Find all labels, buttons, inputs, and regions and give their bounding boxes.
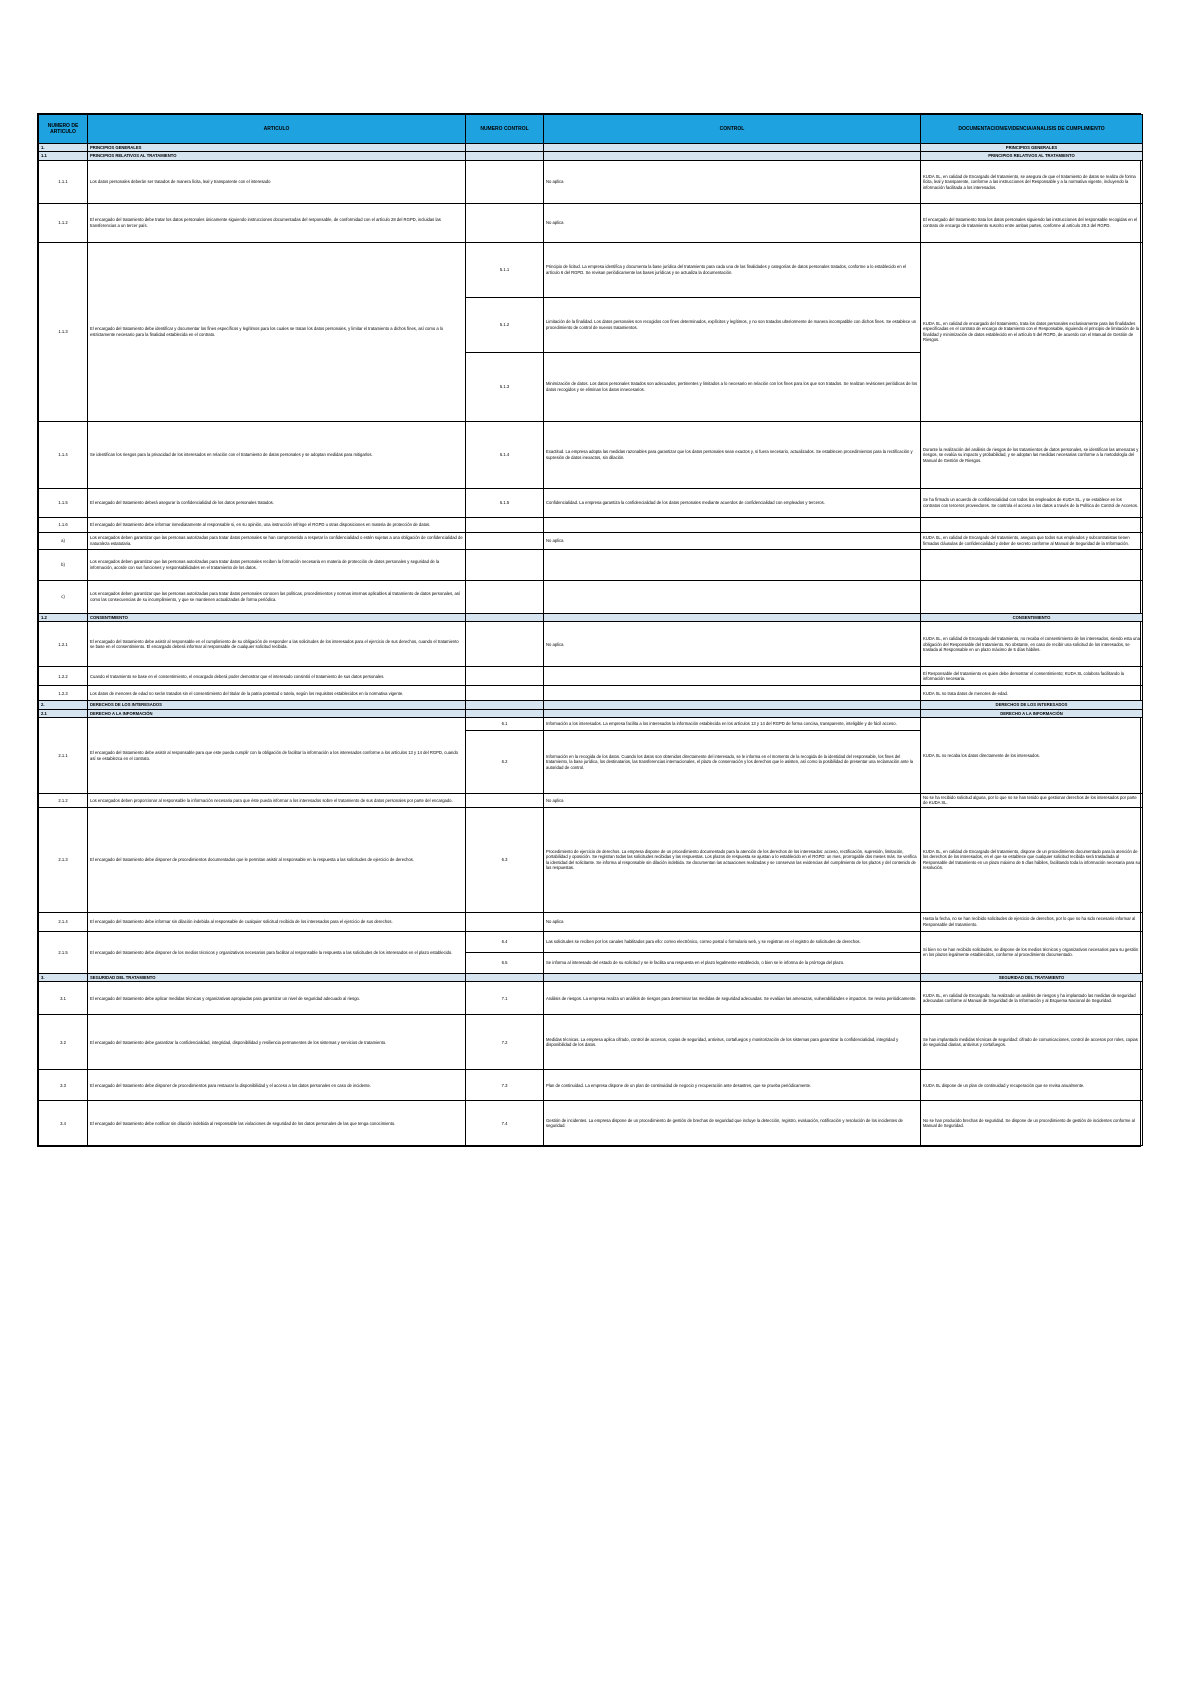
control-text: Información en la recogida de los datos. Cuando los datos son obtenidos directamente del interesado, se le informa en el momento de la recogida de la identidad del responsable, los fines del tratamiento, la base jurídica, los destinatarios, las transferencias internacionales, el plazo de conservación y los derechos que le asisten, así como la posibilidad de presentar una reclamación ante la autoridad de control.: [544, 731, 921, 794]
table-row: [39, 794, 1143, 808]
control-text: No aplica: [544, 203, 921, 242]
control-number: [466, 667, 544, 686]
control-number: [466, 622, 544, 667]
evidence-text: No se ha recibido solicitud alguna, por lo que no se han tenido que gestionar derechos de los interesados por parte de KUDA SL.: [921, 794, 1143, 808]
table-row: [39, 242, 1143, 297]
evidence-text: Se han implantado medidas técnicas de seguridad: cifrado de comunicaciones, control de accesos por roles, copias de seguridad diarias, antivirus y cortafuegos.: [921, 1015, 1143, 1070]
section-evidence-title: PRINCIPIOS RELATIVOS AL TRATAMIENTO: [921, 152, 1143, 160]
article-number: b): [39, 549, 88, 580]
article-number: 1.2.3: [39, 686, 88, 701]
article-number: 2.1.1: [39, 718, 88, 794]
section-number: 2.: [39, 701, 88, 709]
col-header-evidence: DOCUMENTACION/EVIDENCIA/ANALISIS DE CUMPLIMIENTO: [921, 115, 1143, 144]
article-text: El encargado del tratamiento debe informar sin dilación indebida al responsable de cualquier solicitud recibida de los interesados para el ejercicio de sus derechos.: [88, 912, 466, 931]
control-number: 6.4: [466, 931, 544, 952]
table-row: [39, 982, 1143, 1015]
table-body: [39, 144, 1143, 1146]
evidence-text: El Responsable del tratamiento es quien debe demostrar el consentimiento; KUDA SL colabora facilitando la información necesaria.: [921, 667, 1143, 686]
evidence-text: KUDA SL no trata datos de menores de edad.: [921, 686, 1143, 701]
article-number: 1.1.3: [39, 242, 88, 421]
control-number: 5.1.4: [466, 421, 544, 488]
control-number: [466, 912, 544, 931]
article-text: Los encargados deben proporcionar al responsable la información necesaria para que éste pueda informar a los interesados sobre el tratamiento de sus datos personales por parte del encargado.: [88, 794, 466, 808]
control-text: No aplica: [544, 532, 921, 549]
article-number: 2.1.2: [39, 794, 88, 808]
section-control-number: [466, 701, 544, 709]
evidence-text: No se han producido brechas de seguridad. Se dispone de un procedimiento de gestión de incidentes conforme al Manual de Seguridad.: [921, 1101, 1143, 1146]
article-number: 2.1.5: [39, 931, 88, 973]
article-text: Los encargados deben garantizar que las personas autorizadas para tratar datos personales conocen las políticas, procedimientos y normas internas aplicables al tratamiento de datos personales, así como las consecuencias de su incumplimiento, y que se mantienen actualizadas de forma periódica.: [88, 580, 466, 613]
article-text: El encargado del tratamiento debe aplicar medidas técnicas y organizativas apropiadas para garantizar un nivel de seguridad adecuado al riesgo.: [88, 982, 466, 1015]
evidence-text: El encargado del tratamiento trata los datos personales siguiendo las instrucciones del responsable recogidas en el contrato de encargo de tratamiento suscrito entre ambas partes, conforme al artículo 28.3 del RGPD.: [921, 203, 1143, 242]
control-number: 6.5: [466, 952, 544, 973]
table-row: [39, 549, 1143, 580]
section-number: 1.2: [39, 613, 88, 621]
control-number: 7.2: [466, 1015, 544, 1070]
control-text: Minimización de datos. Los datos personales tratados son adecuados, pertinentes y limitados a lo necesario en relación con los fines para los que son tratados. Se realizan revisiones periódicas de los datos recogidos y se eliminan los datos innecesarios.: [544, 352, 921, 421]
article-number: 1.1.2: [39, 203, 88, 242]
control-number: 5.1.3: [466, 352, 544, 421]
control-number: 7.4: [466, 1101, 544, 1146]
article-number: 3.3: [39, 1070, 88, 1101]
section-number: 1.: [39, 144, 88, 152]
section-title: DERECHOS DE LOS INTERESADOS: [88, 701, 466, 709]
section-row: [39, 701, 1143, 709]
control-number: 5.1.1: [466, 242, 544, 297]
control-text: No aplica: [544, 912, 921, 931]
header-row: [39, 115, 1143, 144]
control-text: [544, 580, 921, 613]
article-text: El encargado del tratamiento debe disponer de los medios técnicos y organizativos necesarios para facilitar al responsable la respuesta a las solicitudes de los interesados en el plazo establecido.: [88, 931, 466, 973]
evidence-text: KUDA SL, en calidad de Encargado del tratamiento, dispone de un procedimiento documentado para la atención de los derechos de los interesados, en el que se establece que cualquier solicitud recibida será trasladada al Responsable del tratamiento en un plazo máximo de 5 días hábiles, facilitando toda la información necesaria para su resolución.: [921, 807, 1143, 912]
article-text: El encargado del tratamiento debe garantizar la confidencialidad, integridad, disponibilidad y resiliencia permanentes de los sistemas y servicios de tratamiento.: [88, 1015, 466, 1070]
table-row: [39, 160, 1143, 203]
evidence-text: KUDA SL no recaba los datos directamente de los interesados.: [921, 718, 1143, 794]
table-row: [39, 931, 1143, 952]
section-title: DERECHO A LA INFORMACIÓN: [88, 709, 466, 717]
control-text: [544, 686, 921, 701]
article-text: Los encargados deben garantizar que las personas autorizadas para tratar datos personales reciben la formación necesaria en materia de protección de datos personales y seguridad de la información, acorde con sus funciones y responsabilidades en el tratamiento de los datos.: [88, 549, 466, 580]
control-text: Principio de licitud. La empresa identifica y documenta la base jurídica del tratamiento para cada una de las finalidades y categorías de datos personales tratados, conforme a lo establecido en el artículo 6 del RGPD. Se revisan periódicamente las bases jurídicas y se actualiza la documentación.: [544, 242, 921, 297]
control-text: Medidas técnicas. La empresa aplica cifrado, control de accesos, copias de seguridad, antivirus, cortafuegos y monitorización de los sistemas para garantizar la confidencialidad, integridad y disponibilidad de los datos.: [544, 1015, 921, 1070]
section-number: 3.: [39, 973, 88, 981]
table-row: [39, 1101, 1143, 1146]
col-header-control: CONTROL: [544, 115, 921, 144]
section-title: PRINCIPIOS RELATIVOS AL TRATAMIENTO: [88, 152, 466, 160]
section-title: SEGURIDAD DEL TRATAMIENTO: [88, 973, 466, 981]
evidence-text: Si bien no se han recibido solicitudes, se dispone de los medios técnicos y organizativos necesarios para su gestión en los plazos legalmente establecidos, conforme al procedimiento documentado.: [921, 931, 1143, 973]
control-text: [544, 549, 921, 580]
section-control-number: [466, 973, 544, 981]
col-header-control-number: NUMERO CONTROL: [466, 115, 544, 144]
control-text: [544, 517, 921, 532]
section-control: [544, 613, 921, 621]
article-text: Los datos personales deberán ser tratados de manera lícita, leal y transparente con el interesado: [88, 160, 466, 203]
control-text: Información a los interesados. La empresa facilita a los interesados la información establecida en los artículos 13 y 14 del RGPD de forma concisa, transparente, inteligible y de fácil acceso.: [544, 718, 921, 731]
control-number: 7.1: [466, 982, 544, 1015]
table-row: [39, 580, 1143, 613]
article-text: El encargado del tratamiento debe asistir al responsable en el cumplimiento de su obligación de responder a las solicitudes de los interesados para el ejercicio de sus derechos, cuando el tratamiento se base en el consentimiento. El encargado deberá informar al responsable de cualquier solicitud recibida.: [88, 622, 466, 667]
section-title: PRINCIPIOS GENERALES: [88, 144, 466, 152]
article-number: 1.1.6: [39, 517, 88, 532]
table-row: [39, 488, 1143, 517]
table-row: [39, 912, 1143, 931]
article-number: 2.1.4: [39, 912, 88, 931]
evidence-text: [921, 580, 1143, 613]
article-text: Cuando el tratamiento se base en el consentimiento, el encargado deberá poder demostrar que el interesado consintió el tratamiento de sus datos personales.: [88, 667, 466, 686]
control-text: Exactitud. La empresa adopta las medidas razonables para garantizar que los datos personales sean exactos y, si fuera necesario, actualizados. Se establecen procedimientos para la rectificación y supresión de datos inexactos, sin dilación.: [544, 421, 921, 488]
table-row: [39, 622, 1143, 667]
article-text: El encargado del tratamiento debe informar inmediatamente al responsable si, en su opinión, una instrucción infringe el RGPD u otras disposiciones en materia de protección de datos.: [88, 517, 466, 532]
article-text: El encargado del tratamiento debe disponer de procedimientos para restaurar la disponibilidad y el acceso a los datos personales en caso de incidente.: [88, 1070, 466, 1101]
control-number: [466, 203, 544, 242]
section-evidence-title: DERECHO A LA INFORMACIÓN: [921, 709, 1143, 717]
section-control-number: [466, 144, 544, 152]
article-text: El encargado del tratamiento debe notificar sin dilación indebida al responsable las violaciones de seguridad de los datos personales de las que tenga conocimiento.: [88, 1101, 466, 1146]
section-evidence-title: DERECHOS DE LOS INTERESADOS: [921, 701, 1143, 709]
section-evidence-title: SEGURIDAD DEL TRATAMIENTO: [921, 973, 1143, 981]
section-control: [544, 709, 921, 717]
article-number: 2.1.3: [39, 807, 88, 912]
table-row: [39, 532, 1143, 549]
evidence-text: KUDA SL dispone de un plan de continuidad y recuperación que se revisa anualmente.: [921, 1070, 1143, 1101]
section-evidence-title: PRINCIPIOS GENERALES: [921, 144, 1143, 152]
compliance-spreadsheet: [37, 113, 1141, 1147]
control-number: [466, 532, 544, 549]
compliance-table: [38, 114, 1143, 1146]
control-text: No aplica: [544, 622, 921, 667]
article-text: El encargado del tratamiento debe disponer de procedimientos documentados que le permitan asistir al responsable en la respuesta a las solicitudes de ejercicio de derechos.: [88, 807, 466, 912]
section-control: [544, 144, 921, 152]
evidence-text: KUDA SL, en calidad de Encargado del tratamiento, se asegura de que el tratamiento de datos se realiza de forma lícita, leal y transparente, conforme a las instrucciones del Responsable y a la normativa vigente, incluyendo la información facilitada a los interesados.: [921, 160, 1143, 203]
control-text: Confidencialidad. La empresa garantiza la confidencialidad de los datos personales mediante acuerdos de confidencialidad con empleados y terceros.: [544, 488, 921, 517]
table-row: [39, 1070, 1143, 1101]
evidence-text: [921, 549, 1143, 580]
article-number: 1.2.1: [39, 622, 88, 667]
article-text: El encargado del tratamiento debe asistir al responsable para que este pueda cumplir con la obligación de facilitar la información a los interesados conforme a los artículos 13 y 14 del RGPD, cuando así se establezca en el contrato.: [88, 718, 466, 794]
table-row: [39, 517, 1143, 532]
table-row: [39, 421, 1143, 488]
article-number: 1.1.1: [39, 160, 88, 203]
table-row: [39, 203, 1143, 242]
control-number: [466, 794, 544, 808]
section-row: [39, 144, 1143, 152]
control-text: Limitación de la finalidad. Los datos personales son recogidos con fines determinados, explícitos y legítimos, y no son tratados ulteriormente de manera incompatible con dichos fines. Se establece un procedimiento de control de nuevos tratamientos.: [544, 297, 921, 352]
section-row: [39, 973, 1143, 981]
section-number: 1.1: [39, 152, 88, 160]
table-row: [39, 686, 1143, 701]
article-number: 3.4: [39, 1101, 88, 1146]
section-control: [544, 973, 921, 981]
evidence-text: KUDA SL, en calidad de encargado del tratamiento, trata los datos personales exclusivamente para las finalidades especificadas en el contrato de encargo de tratamiento con el Responsable, siguiendo el principio de limitación de la finalidad y minimización de datos establecido en el artículo 5 del RGPD, de acuerdo con el Manual de Gestión de Riesgos.: [921, 242, 1143, 421]
control-text: Se informa al interesado del estado de su solicitud y se le facilita una respuesta en el plazo legalmente establecido, o bien se le informa de la prórroga del plazo.: [544, 952, 921, 973]
section-evidence-title: CONSENTIMIENTO: [921, 613, 1143, 621]
article-text: El encargado del tratamiento debe tratar los datos personales únicamente siguiendo instrucciones documentadas del responsable, de conformidad con el artículo 28 del RGPD, incluidas las transferencias a un tercer país.: [88, 203, 466, 242]
control-number: 6.1: [466, 718, 544, 731]
evidence-text: Se ha firmado un acuerdo de confidencialidad con todos los empleados de KUDA SL, y se establece en los contratos con terceros proveedores. Se controla el acceso a los datos a través de la Política de Control de Accesos.: [921, 488, 1143, 517]
evidence-text: Hasta la fecha, no se han recibido solicitudes de ejercicio de derechos, por lo que no ha sido necesario informar al Responsable del tratamiento.: [921, 912, 1143, 931]
control-text: Gestión de incidentes. La empresa dispone de un procedimiento de gestión de brechas de seguridad que incluye la detección, registro, evaluación, notificación y resolución de los incidentes de seguridad.: [544, 1101, 921, 1146]
control-text: No aplica: [544, 794, 921, 808]
article-number: c): [39, 580, 88, 613]
section-control-number: [466, 152, 544, 160]
col-header-article: ARTICULO: [88, 115, 466, 144]
section-control: [544, 701, 921, 709]
evidence-text: [921, 517, 1143, 532]
control-number: 5.1.2: [466, 297, 544, 352]
article-number: 1.1.5: [39, 488, 88, 517]
section-control: [544, 152, 921, 160]
article-text: Se identifican los riesgos para la privacidad de los interesados en relación con el tratamiento de datos personales y se adoptan medidas para mitigarlos.: [88, 421, 466, 488]
article-text: Los datos de menores de edad no serán tratados sin el consentimiento del titular de la patria potestad o tutela, según los requisitos establecidos en la normativa vigente.: [88, 686, 466, 701]
section-control-number: [466, 613, 544, 621]
table-row: [39, 807, 1143, 912]
table-row: [39, 667, 1143, 686]
control-number: [466, 686, 544, 701]
evidence-text: KUDA SL, en calidad de Encargado del tratamiento, no recaba el consentimiento de los interesados, siendo esta una obligación del Responsable del tratamiento. No obstante, en caso de recibir una solicitud de los interesados, se traslada al Responsable en un plazo máximo de 5 días hábiles.: [921, 622, 1143, 667]
article-text: El encargado del tratamiento deberá asegurar la confidencialidad de los datos personales tratados.: [88, 488, 466, 517]
control-text: Plan de continuidad. La empresa dispone de un plan de continuidad de negocio y recuperación ante desastres, que se prueba periódicamente.: [544, 1070, 921, 1101]
table-row: [39, 1015, 1143, 1070]
control-text: No aplica: [544, 160, 921, 203]
article-number: 3.1: [39, 982, 88, 1015]
control-number: [466, 160, 544, 203]
section-row: [39, 152, 1143, 160]
control-number: 5.1.5: [466, 488, 544, 517]
control-number: [466, 580, 544, 613]
article-number: 1.1.4: [39, 421, 88, 488]
control-text: Procedimiento de ejercicio de derechos. La empresa dispone de un procedimiento documentado para la atención de los derechos de los interesados: acceso, rectificación, supresión, limitación, portabilidad y oposición. Se registran todas las solicitudes recibidas y las respuestas. Los plazos de respuesta se ajustan a lo establecido en el RGPD: un mes, prorrogable dos meses más. Se verifica la identidad del solicitante. Se informa al responsable sin dilación indebida. Se documentan las actuaciones realizadas y se conservan las evidencias del cumplimiento de los plazos y del contenido de las respuestas.: [544, 807, 921, 912]
evidence-text: KUDA SL, en calidad de Encargado del tratamiento, asegura que todos sus empleados y subcontratistas tienen firmadas cláusulas de confidencialidad y deber de secreto conforme al Manual de Seguridad de la Información.: [921, 532, 1143, 549]
table-row: [39, 718, 1143, 731]
evidence-text: Durante la realización del análisis de riesgos de los tratamientos de datos personales, se identifican las amenazas y riesgos, se evalúa su impacto y probabilidad, y se adoptan las medidas necesarias conforme a la metodología del Manual de Gestión de Riesgos.: [921, 421, 1143, 488]
article-text: El encargado del tratamiento debe identificar y documentar los fines específicos y legítimos para los cuales se tratan los datos personales, y limitar el tratamiento a dichos fines, así como a lo estrictamente necesario para la finalidad establecida en el contrato.: [88, 242, 466, 421]
section-row: [39, 709, 1143, 717]
section-row: [39, 613, 1143, 621]
article-number: 3.2: [39, 1015, 88, 1070]
article-text: Los encargados deben garantizar que las personas autorizadas para tratar datos personales se han comprometido a respetar la confidencialidad o estén sujetas a una obligación de confidencialidad de naturaleza estatutaria.: [88, 532, 466, 549]
article-number: 1.2.2: [39, 667, 88, 686]
control-text: Las solicitudes se reciben por los canales habilitados para ello: correo electrónico, correo postal o formulario web, y se registran en el registro de solicitudes de derechos.: [544, 931, 921, 952]
control-number: 6.2: [466, 731, 544, 794]
control-text: Análisis de riesgos. La empresa realiza un análisis de riesgos para determinar las medidas de seguridad adecuadas. Se evalúan las amenazas, vulnerabilidades e impactos. Se revisa periódicamente.: [544, 982, 921, 1015]
evidence-text: KUDA SL, en calidad de Encargado, ha realizado un análisis de riesgos y ha implantado las medidas de seguridad adecuadas conforme al Manual de Seguridad de la Información y al Esquema Nacional de Seguridad.: [921, 982, 1143, 1015]
col-header-article-number: NUMERO DE ARTICULO: [39, 115, 88, 144]
control-number: [466, 549, 544, 580]
article-number: a): [39, 532, 88, 549]
section-control-number: [466, 709, 544, 717]
control-number: [466, 517, 544, 532]
section-number: 2.1: [39, 709, 88, 717]
section-title: CONSENTIMIENTO: [88, 613, 466, 621]
control-number: 6.3: [466, 807, 544, 912]
control-text: [544, 667, 921, 686]
control-number: 7.3: [466, 1070, 544, 1101]
